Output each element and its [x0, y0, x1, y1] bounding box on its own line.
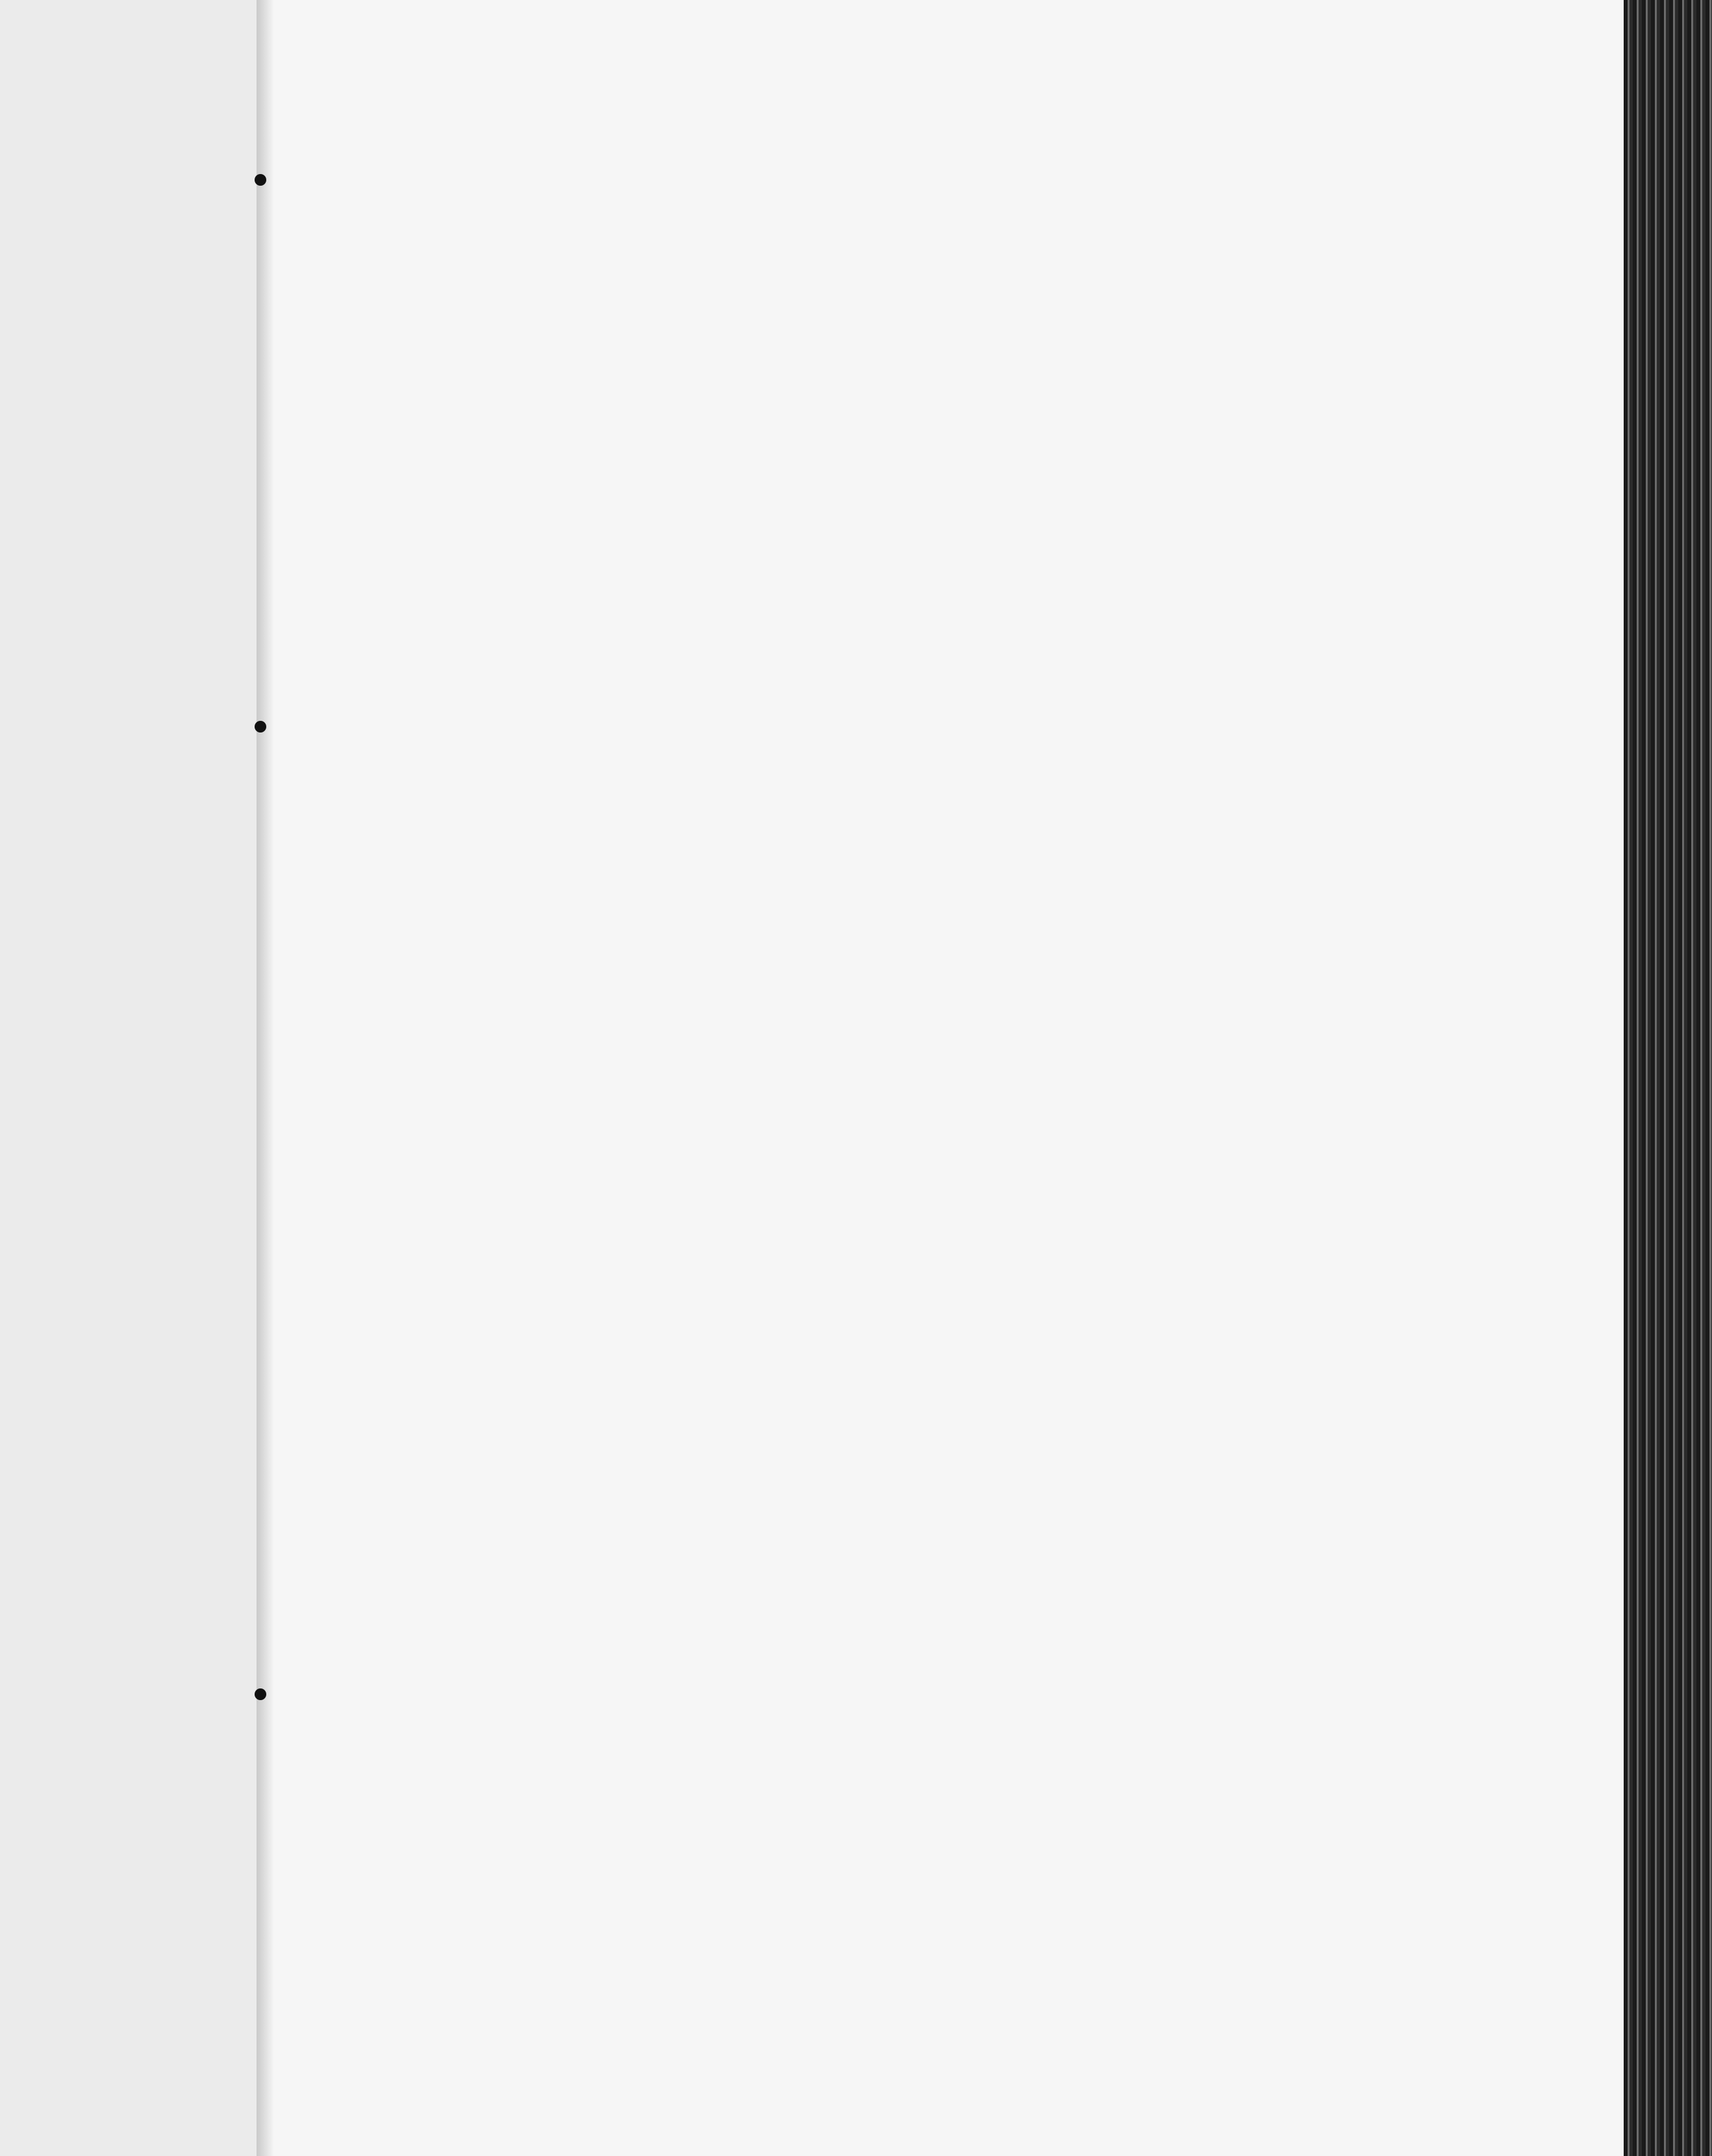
page-gutter	[257, 0, 273, 2156]
binding-stitch	[255, 1688, 266, 1700]
book-page-edges	[1624, 0, 1712, 2156]
binding-stitch	[255, 174, 266, 186]
facing-page-left	[0, 0, 257, 2156]
binding-stitch	[255, 721, 266, 733]
page-249	[273, 0, 1624, 2156]
